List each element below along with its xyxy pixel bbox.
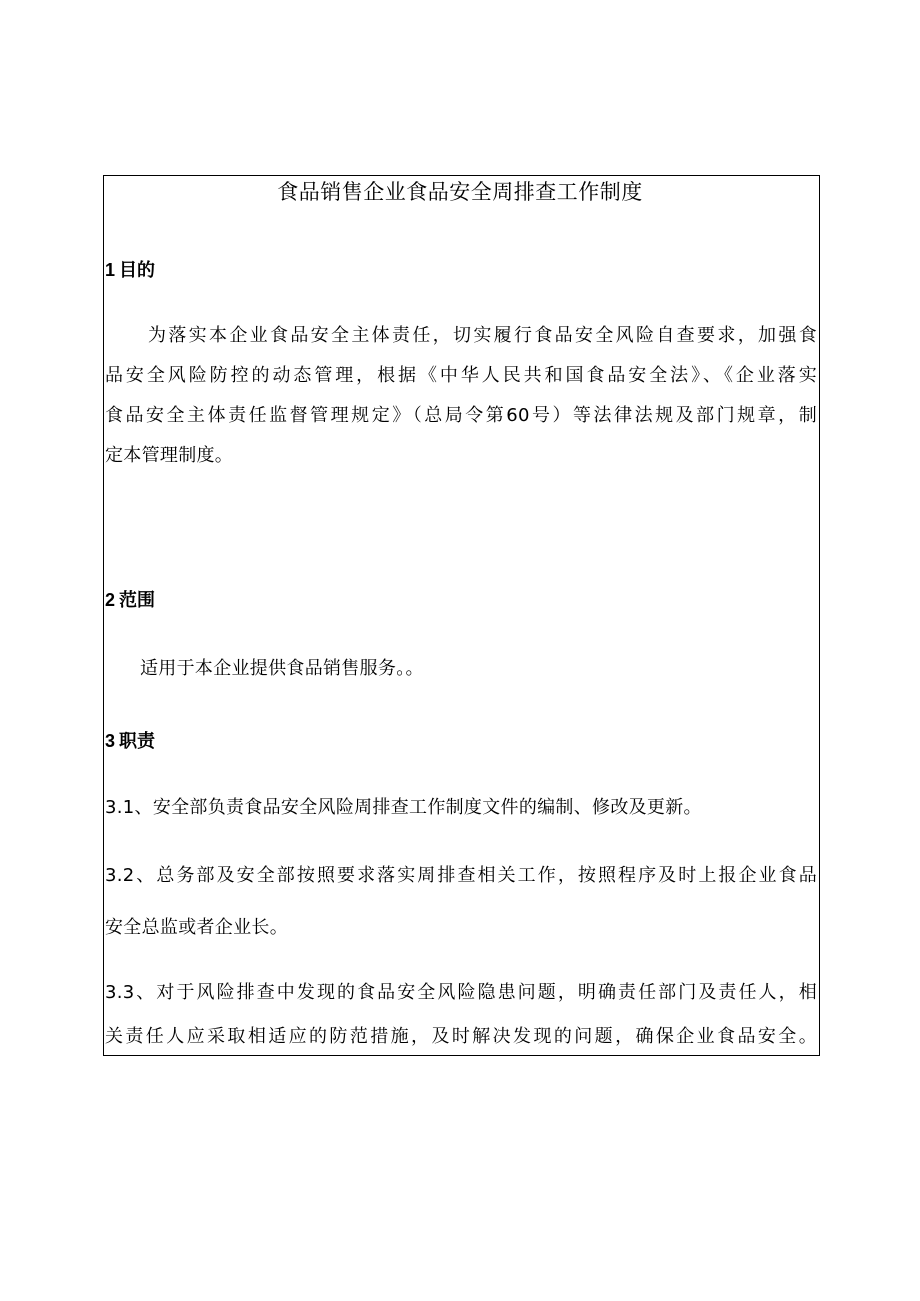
section-2-number: 2	[105, 590, 116, 610]
responsibility-item-3-3	[105, 973, 817, 1057]
section-1-title: 目的	[119, 260, 156, 281]
paragraph-line: 关责任人应采取相适应的防范措施，及时解决发现的问题，确保企业食品安全。	[105, 1026, 817, 1047]
section-1-heading	[105, 258, 155, 283]
paragraph-line: 3.1、安全部负责食品安全风险周排查工作制度文件的编制、修改及更新。	[105, 797, 702, 818]
section-2-title: 范围	[119, 590, 156, 611]
paragraph-line: 定本管理制度。	[105, 445, 234, 466]
responsibility-item-3-1	[105, 788, 817, 828]
paragraph-line: 品安全风险防控的动态管理，根据《中华人民共和国食品安全法》、《企业落实	[105, 365, 817, 386]
paragraph-line: 食品安全主体责任监督管理规定》（总局令第60号）等法律法规及部门规章，制	[105, 405, 817, 426]
section-1-number: 1	[105, 260, 116, 280]
paragraph-line: 3.2、总务部及安全部按照要求落实周排查相关工作，按照程序及时上报企业食品	[105, 865, 817, 886]
paragraph-line: 为落实本企业食品安全主体责任，切实履行食品安全风险自查要求，加强食	[148, 325, 817, 346]
section-3-title: 职责	[119, 731, 156, 752]
section-1-paragraph	[105, 316, 817, 476]
section-3-number: 3	[105, 731, 116, 751]
section-2-text: 适用于本企业提供食品销售服务。。	[140, 658, 424, 679]
paragraph-line: 安全总监或者企业长。	[105, 917, 288, 938]
section-2-heading	[105, 588, 155, 613]
paragraph-line: 3.3、对于风险排查中发现的食品安全风险隐患问题，明确责任部门及责任人，相	[105, 982, 817, 1003]
document-title: 食品销售企业食品安全周排查工作制度	[277, 180, 643, 204]
section-3-heading	[105, 729, 155, 754]
responsibility-item-3-2	[105, 856, 817, 948]
